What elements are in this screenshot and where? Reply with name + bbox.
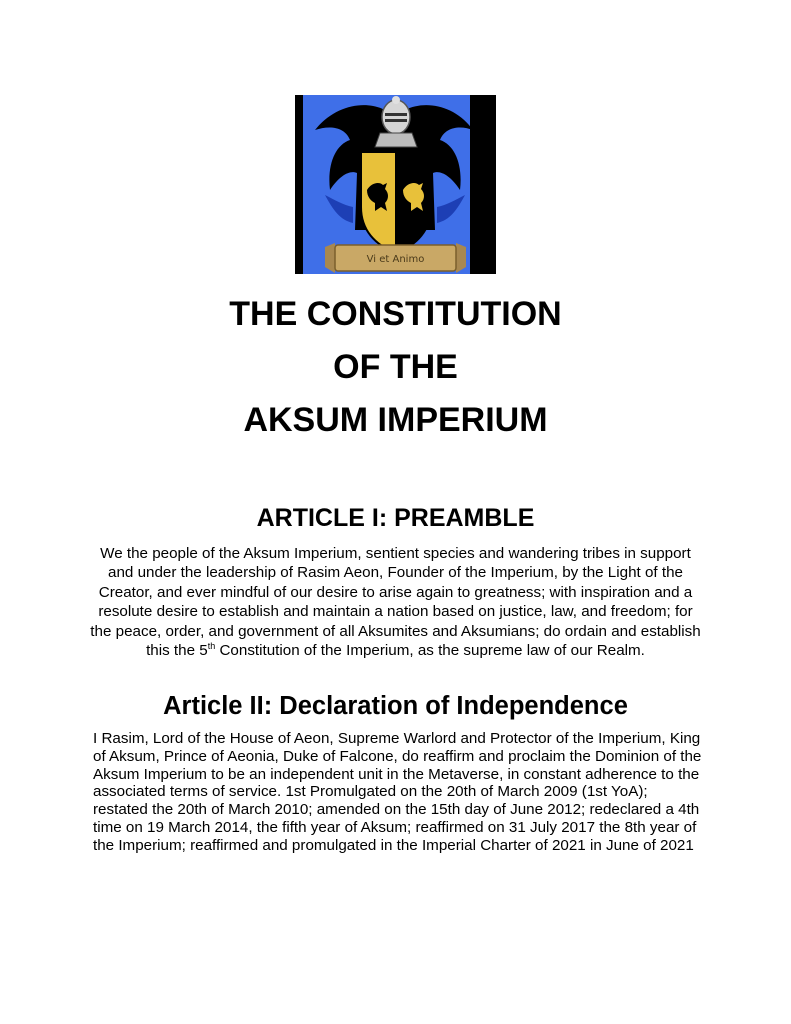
article-1-heading: ARTICLE I: PREAMBLE bbox=[256, 504, 535, 532]
preamble-text: We the people of the Aksum Imperium, sentient species and wandering tribes in support and under the leadership of Rasim Aeon, Founder of the Imperium, by the Light of the Creator, and ever mindful of our desire to arise again to greatness; with inspiration and a resolute desire to establish and maintain a nation based on justice, law, and freedom; for the peace, order, and government of all Aksumites and Aksumians; do ordain and establish this the 5 bbox=[90, 545, 701, 660]
article-2-heading: Article II: Declaration of Independence bbox=[163, 692, 628, 720]
coat-of-arms-image bbox=[295, 95, 496, 274]
title-line-3: AKSUM IMPERIUM bbox=[243, 401, 548, 439]
title-line-1: THE CONSTITUTION bbox=[229, 295, 562, 333]
motto-banner bbox=[325, 243, 466, 273]
title-line-2: OF THE bbox=[333, 348, 458, 386]
motto-text: Vi et Animo bbox=[366, 254, 425, 265]
article-2-declaration: I Rasim, Lord of the House of Aeon, Supreme Warlord and Protector of the Imperium, King of Aksum, Prince of Aeonia, Duke of Falcone, do reaffirm and proclaim the Dominion of the Aksum Imperium to be an independent unit in the Metaverse, in constant adherence to the associated terms of service. 1st Promulgated on the 20th of March 2009 (1st YoA); restated the 20th of March 2010; amended on the 15th day of June 2012; redeclared a 4th time on 19 March 2014, the fifth year of Aksum; reaffirmed on 31 July 2017 the 8th year of the Imperium; reaffirmed and promulgated in the Imperial Charter of 2021 in June of 2021 bbox=[93, 730, 702, 854]
ordinal-suffix: th bbox=[207, 640, 216, 651]
article-1-preamble bbox=[86, 544, 705, 660]
document-title bbox=[0, 288, 791, 447]
preamble-text-end: Constitution of the Imperium, as the supreme law of our Realm. bbox=[215, 642, 645, 660]
